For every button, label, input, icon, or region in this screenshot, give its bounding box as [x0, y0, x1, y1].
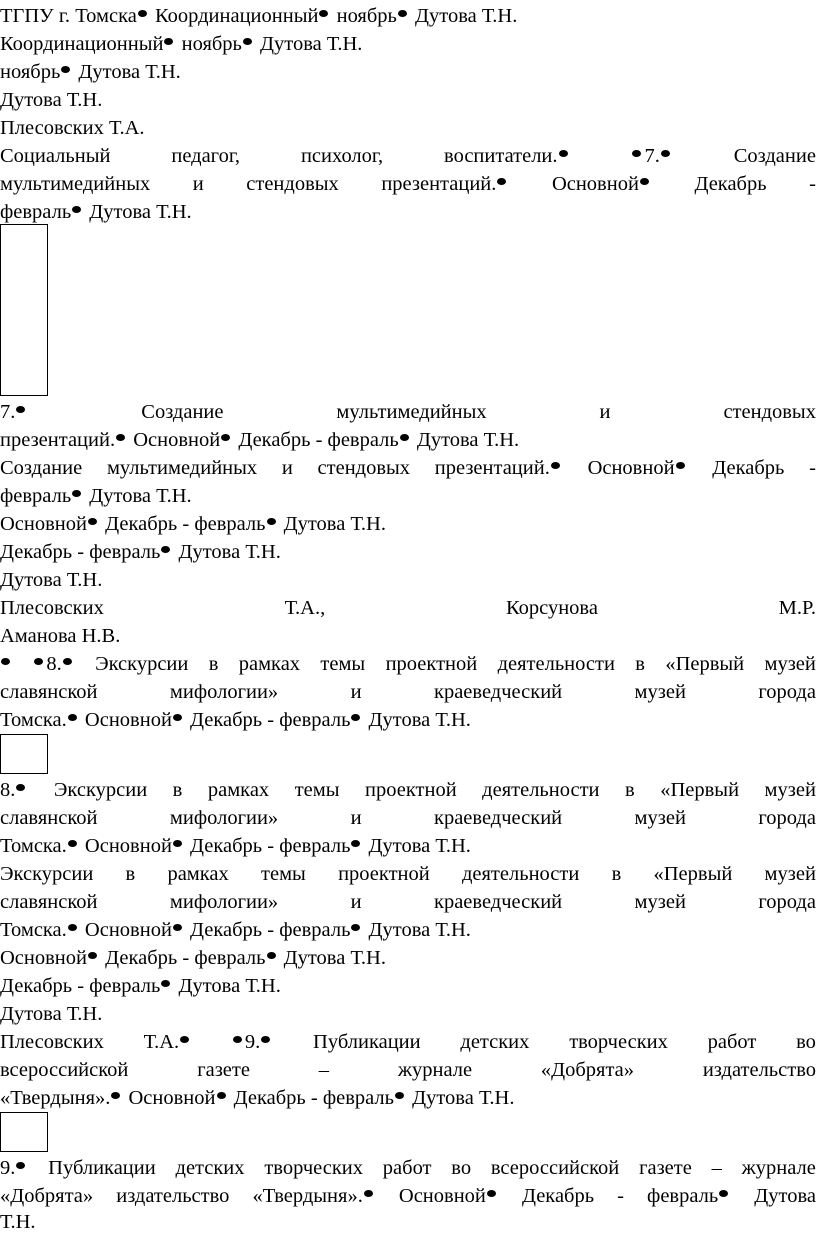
text-line	[0, 1154, 816, 1182]
bullet-icon	[88, 518, 97, 525]
text-word: деятельности	[497, 653, 615, 675]
text-word: музей	[634, 891, 686, 913]
text-word: февраль	[0, 485, 84, 507]
text-line	[0, 650, 816, 678]
text-word: деятельности	[482, 779, 600, 801]
text-line	[0, 706, 816, 734]
bullet-icon	[111, 1092, 120, 1099]
text-word: Аманова	[0, 625, 77, 647]
text-word: музей	[764, 653, 816, 675]
bullet-icon	[217, 1092, 226, 1099]
text-word: Т.Н.	[326, 33, 363, 55]
text-word: проектной	[365, 779, 457, 801]
text-word: Дутова	[412, 1087, 474, 1109]
text-word: Плесовских	[0, 597, 104, 619]
text-line	[0, 678, 816, 706]
text-word: Дутова	[178, 975, 241, 997]
text-word: рамках	[207, 779, 270, 801]
text-word: Основной	[399, 1182, 499, 1210]
text-word: Декабрь	[233, 1087, 306, 1109]
text-word: ноябрь	[0, 61, 73, 83]
text-word: Т.Н.	[483, 429, 520, 451]
text-word: презентаций.	[435, 454, 563, 482]
text-word: Дутова	[178, 541, 241, 563]
text-word: Декабрь	[521, 1185, 595, 1207]
text-word: Декабрь	[190, 709, 263, 731]
text-word: журнале	[397, 1059, 473, 1081]
text-word: февраль	[194, 513, 278, 535]
text-word: февраль	[328, 429, 412, 451]
text-line	[0, 1056, 816, 1084]
text-line	[0, 426, 816, 454]
text-word: Создание	[0, 457, 83, 479]
bullet-icon	[1, 658, 10, 665]
text-word: всероссийской	[0, 1059, 129, 1081]
text-word: газете	[197, 1059, 250, 1081]
bullet-icon	[267, 518, 276, 525]
text-word: Дутова	[754, 1185, 816, 1207]
text-word: 8.	[0, 776, 28, 804]
text-word: стендовых	[317, 457, 411, 479]
text-word: музей	[764, 863, 816, 885]
text-line	[0, 1182, 816, 1210]
text-line	[0, 2, 816, 30]
text-word: темы	[294, 779, 340, 801]
table-cell-frame	[0, 224, 48, 396]
text-word: ноябрь	[182, 33, 255, 55]
text-word: Т.Н.	[66, 89, 103, 111]
text-word: -	[267, 709, 275, 731]
text-word: Основной	[85, 709, 185, 731]
text-word: газете	[639, 1157, 692, 1179]
text-word: и	[350, 681, 362, 703]
text-word: презентаций.	[381, 170, 509, 198]
text-line	[0, 832, 816, 860]
text-word: творческих	[569, 1031, 668, 1053]
text-word: во	[451, 1157, 472, 1179]
text-word: «Первый	[665, 653, 745, 675]
bullet-icon	[640, 178, 649, 185]
text-word: 7.	[631, 142, 672, 170]
text-word: детских	[175, 1157, 245, 1179]
text-word: работ	[707, 1031, 757, 1053]
text-word: краеведческий	[433, 807, 563, 829]
bullet-icon	[221, 434, 230, 441]
text-word: и	[192, 173, 204, 195]
text-word: Т.Н.	[145, 61, 181, 83]
text-word: издательство	[116, 1185, 230, 1207]
bullet-icon	[16, 406, 25, 413]
text-word: стендовых	[723, 401, 816, 423]
text-word: проектной	[385, 653, 478, 675]
text-word: Н.В.	[81, 625, 121, 647]
bullet-icon	[632, 150, 641, 157]
text-word: г.	[58, 5, 71, 27]
bullet-icon	[138, 10, 147, 17]
text-word: Т.А.	[144, 1028, 193, 1056]
text-word: Томска	[75, 5, 150, 27]
text-word: Дутова	[89, 201, 151, 223]
text-word: Т.Н.	[481, 5, 518, 27]
text-word: «Добрята»	[540, 1059, 635, 1081]
text-line	[0, 86, 816, 114]
text-word: Дутова	[283, 513, 346, 535]
text-line	[0, 58, 816, 86]
bullet-icon	[16, 1162, 25, 1169]
text-word: ТГПУ	[0, 5, 54, 27]
text-word: Основной	[133, 429, 233, 451]
bullet-icon	[267, 952, 276, 959]
text-word: -	[617, 1185, 624, 1207]
text-line	[0, 482, 816, 510]
text-word: и	[350, 807, 362, 829]
text-word: -	[310, 1087, 318, 1109]
bullet-icon	[400, 434, 409, 441]
text-word: славянской	[0, 891, 98, 913]
bullet-icon	[319, 10, 328, 17]
text-word: славянской	[0, 681, 98, 703]
text-word: -	[77, 975, 85, 997]
text-word: Декабрь	[0, 975, 73, 997]
text-word: творческих	[264, 1157, 364, 1179]
text-word: и	[350, 891, 362, 913]
text-word: февраль	[647, 1182, 731, 1210]
text-word: Т.Н.	[350, 947, 386, 969]
text-word: Дутова	[416, 429, 479, 451]
text-word: Дутова	[0, 569, 62, 591]
text-word: 9.	[232, 1028, 273, 1056]
text-word: темы	[261, 863, 306, 885]
text-word: Основной	[85, 835, 185, 857]
text-word: Плесовских	[0, 1031, 104, 1053]
text-word: стендовых	[246, 173, 339, 195]
bullet-icon	[559, 150, 568, 157]
text-line	[0, 972, 816, 1000]
text-word	[0, 650, 13, 678]
text-word: «Твердыня».	[252, 1182, 375, 1210]
bullet-icon	[34, 658, 43, 665]
text-word: -	[182, 947, 190, 969]
text-word: журнале	[741, 1157, 816, 1179]
text-word: Экскурсии	[95, 653, 189, 675]
text-word: в	[625, 779, 635, 801]
text-word: презентаций.	[0, 429, 128, 451]
text-line	[0, 114, 816, 142]
text-word: Дутова	[368, 709, 431, 731]
text-line	[0, 510, 816, 538]
bullet-icon	[243, 38, 252, 45]
text-word: Т.Н.	[245, 975, 281, 997]
text-word: февраль	[89, 541, 173, 563]
text-word: Томска.	[0, 919, 80, 941]
text-line	[0, 1000, 816, 1028]
bullet-icon	[364, 1190, 373, 1197]
bullet-icon	[63, 658, 72, 665]
bullet-icon	[161, 546, 170, 553]
bullet-icon	[551, 462, 560, 469]
text-line	[0, 398, 816, 426]
text-word: мультимедийных	[336, 401, 487, 423]
text-word: Экскурсии	[53, 779, 148, 801]
text-word: города	[758, 681, 816, 703]
text-word: Создание	[141, 401, 224, 423]
text-line	[0, 1208, 816, 1236]
table-cell-frame	[0, 734, 48, 774]
text-word: «Первый	[660, 779, 740, 801]
text-line	[0, 776, 816, 804]
bullet-icon	[116, 434, 125, 441]
text-word: -	[809, 457, 816, 479]
text-word: М.Р.	[778, 597, 816, 619]
text-word: рамках	[167, 863, 229, 885]
text-word: Декабрь	[105, 947, 178, 969]
text-word: Декабрь	[105, 513, 178, 535]
text-line	[0, 566, 816, 594]
text-word: февраль	[0, 201, 84, 223]
text-line	[0, 454, 816, 482]
bullet-icon	[61, 66, 70, 73]
text-line	[0, 538, 816, 566]
bullet-icon	[398, 10, 407, 17]
text-word: города	[758, 807, 816, 829]
text-word: -	[809, 173, 816, 195]
text-word: в	[611, 863, 622, 885]
text-word: Дутова	[368, 835, 431, 857]
table-cell-frame	[0, 1112, 48, 1152]
text-word: психолог,	[300, 145, 384, 167]
bullet-icon	[487, 1190, 496, 1197]
text-line	[0, 916, 816, 944]
text-word: -	[267, 919, 275, 941]
bullet-icon	[16, 784, 25, 791]
text-word: Декабрь	[0, 541, 73, 563]
text-word: Дутова	[0, 89, 62, 111]
text-word: Социальный	[0, 145, 111, 167]
text-word: Дутова	[368, 919, 431, 941]
bullet-icon	[173, 924, 182, 931]
text-word: мифологии»	[169, 807, 279, 829]
text-word: краеведческий	[433, 681, 563, 703]
text-word: всероссийской	[490, 1157, 620, 1179]
text-word: Томска.	[0, 835, 80, 857]
text-word: Т.Н.	[435, 835, 471, 857]
text-word: Основной	[129, 1087, 229, 1109]
text-word: Т.Н.	[66, 569, 103, 591]
text-word: в	[172, 779, 183, 801]
text-word: Декабрь	[712, 457, 785, 479]
text-word: славянской	[0, 807, 98, 829]
text-word: «Первый	[653, 863, 733, 885]
text-line	[0, 1028, 816, 1056]
bullet-icon	[261, 1036, 270, 1043]
bullet-icon	[173, 714, 182, 721]
text-word: издательство	[702, 1059, 816, 1081]
text-word: Т.Н.	[435, 919, 471, 941]
bullet-icon	[68, 924, 77, 931]
text-word: –	[318, 1059, 330, 1081]
text-word: Т.Н.	[478, 1087, 515, 1109]
bullet-icon	[676, 462, 685, 469]
text-word: краеведческий	[433, 891, 563, 913]
text-word: Т.А.	[108, 117, 145, 139]
text-word: в	[125, 863, 136, 885]
text-word: Дутова	[415, 5, 477, 27]
text-word: музей	[764, 779, 816, 801]
text-word: Т.Н.	[435, 709, 471, 731]
text-word: мифологии»	[169, 681, 279, 703]
bullet-icon	[161, 980, 170, 987]
text-word: в	[635, 653, 645, 675]
text-word: Экскурсии	[0, 863, 94, 885]
text-word: февраль	[194, 947, 278, 969]
text-word: Координационный	[0, 33, 176, 55]
text-word: Декабрь	[190, 919, 263, 941]
text-word: -	[267, 835, 275, 857]
text-word: 9.	[0, 1154, 28, 1182]
text-word: «Твердыня».	[0, 1087, 123, 1109]
text-word: Плесовских	[0, 117, 104, 139]
text-line	[0, 594, 816, 622]
text-word: Дутова	[260, 33, 322, 55]
bullet-icon	[68, 840, 77, 847]
text-word: февраль	[323, 1087, 407, 1109]
bullet-icon	[68, 714, 77, 721]
text-line	[0, 170, 816, 198]
text-word: Т.Н.	[156, 485, 192, 507]
text-word: –	[711, 1157, 722, 1179]
text-word: и	[281, 457, 293, 479]
bullet-icon	[72, 490, 81, 497]
text-word: февраль	[279, 835, 363, 857]
text-word: работ	[382, 1157, 432, 1179]
bullet-icon	[719, 1190, 728, 1197]
text-word: Т.Н.	[350, 513, 386, 535]
text-line	[0, 30, 816, 58]
text-word: мультимедийных	[106, 457, 258, 479]
text-word: темы	[320, 653, 366, 675]
text-word: Декабрь	[190, 835, 263, 857]
text-word: Томска.	[0, 709, 80, 731]
bullet-icon	[72, 206, 81, 213]
text-word: воспитатели.	[444, 142, 571, 170]
bullet-icon	[351, 924, 360, 931]
text-word: Корсунова	[505, 597, 598, 619]
text-word: проектной	[338, 863, 430, 885]
text-word: педагог,	[171, 145, 241, 167]
text-word: Т.А.,	[284, 597, 326, 619]
text-word: детских	[460, 1031, 530, 1053]
text-word: Дутова	[89, 485, 151, 507]
text-word: в	[208, 653, 219, 675]
text-word: и	[599, 401, 611, 423]
text-word: 7.	[0, 398, 28, 426]
text-word: мифологии»	[169, 891, 279, 913]
text-line	[0, 944, 816, 972]
text-word: музей	[634, 681, 686, 703]
text-word: деятельности	[461, 863, 580, 885]
text-word: Основной	[0, 513, 100, 535]
text-word: Публикации	[48, 1157, 156, 1179]
text-word: Основной	[552, 170, 652, 198]
text-word: Декабрь	[694, 173, 767, 195]
text-word: Т.Н.	[245, 541, 281, 563]
text-line	[0, 888, 816, 916]
bullet-icon	[233, 1036, 242, 1043]
text-line	[0, 804, 816, 832]
text-word: Основной	[588, 454, 688, 482]
text-line	[0, 142, 816, 170]
text-line	[0, 1084, 816, 1112]
text-word: Координационный	[155, 5, 331, 27]
text-word: февраль	[279, 919, 363, 941]
text-word: Т.Н.	[0, 1211, 36, 1233]
text-word: рамках	[238, 653, 301, 675]
text-word: «Добрята»	[0, 1185, 94, 1207]
text-word: во	[796, 1031, 816, 1053]
text-word: февраль	[89, 975, 173, 997]
text-word: города	[758, 891, 816, 913]
text-word: Создание	[733, 145, 816, 167]
text-word: февраль	[279, 709, 363, 731]
bullet-icon	[164, 38, 173, 45]
bullet-icon	[497, 178, 506, 185]
text-word: ноябрь	[337, 5, 410, 27]
text-word: -	[182, 513, 190, 535]
bullet-icon	[351, 714, 360, 721]
text-word: 8.	[33, 650, 74, 678]
text-line	[0, 860, 816, 888]
bullet-icon	[180, 1036, 189, 1043]
text-word: музей	[634, 807, 686, 829]
text-word: Дутова	[78, 61, 141, 83]
bullet-icon	[351, 840, 360, 847]
text-word: Основной	[85, 919, 185, 941]
text-line	[0, 622, 816, 650]
text-word: Декабрь	[238, 429, 311, 451]
text-word: мультимедийных	[0, 173, 151, 195]
text-word: -	[315, 429, 323, 451]
text-word: -	[77, 541, 85, 563]
text-line	[0, 198, 816, 226]
bullet-icon	[395, 1092, 404, 1099]
text-word: Дутова	[283, 947, 346, 969]
text-word: Дутова	[0, 1003, 62, 1025]
text-word: Публикации	[313, 1031, 421, 1053]
text-word: Основной	[0, 947, 100, 969]
text-word: Т.Н.	[156, 201, 192, 223]
bullet-icon	[88, 952, 97, 959]
text-word: Т.Н.	[66, 1003, 103, 1025]
bullet-icon	[173, 840, 182, 847]
bullet-icon	[661, 150, 670, 157]
